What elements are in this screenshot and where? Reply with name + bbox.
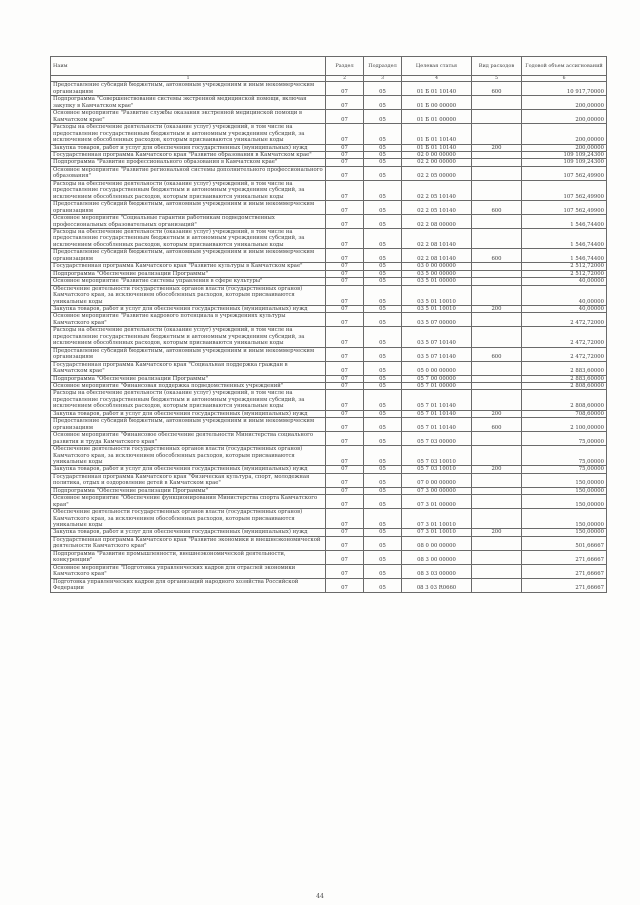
row-subsection: 05 xyxy=(364,82,402,96)
table-row xyxy=(51,180,607,200)
row-subsection: 05 xyxy=(364,305,402,312)
row-expense-type xyxy=(472,110,522,124)
table-row xyxy=(51,536,607,550)
row-subsection: 05 xyxy=(364,347,402,361)
row-expense-type xyxy=(472,361,522,375)
row-amount: 40,00000 xyxy=(522,278,607,285)
row-name: Обеспечение деятельности государственных органов власти (государственных органов) Камчатского края, за исключением обособленных расходов, которым присваиваются уникальные коды xyxy=(51,509,326,529)
table-row xyxy=(51,446,607,466)
row-amount: 200,00000 xyxy=(522,144,607,151)
row-expense-type: 600 xyxy=(472,249,522,263)
table-row xyxy=(51,375,607,382)
row-target: 01 Б 01 10140 xyxy=(402,124,472,144)
row-section: 07 xyxy=(326,550,364,564)
row-amount: 150,00000 xyxy=(522,509,607,529)
row-amount: 75,00000 xyxy=(522,466,607,473)
row-amount: 2 472,72000 xyxy=(522,327,607,347)
row-expense-type xyxy=(472,509,522,529)
row-expense-type xyxy=(472,446,522,466)
row-section: 07 xyxy=(326,466,364,473)
row-expense-type xyxy=(472,432,522,446)
row-subsection: 05 xyxy=(364,144,402,151)
row-name: Закупка товаров, работ и услуг для обеспечения государственных (муниципальных) нужд xyxy=(51,144,326,151)
row-expense-type xyxy=(472,263,522,270)
table-row xyxy=(51,96,607,110)
row-subsection: 05 xyxy=(364,361,402,375)
row-name: Государственная программа Камчатского края "Развитие культуры в Камчатском крае" xyxy=(51,263,326,270)
row-name: Предоставление субсидий бюджетным, автономным учреждениям и иным некоммерческим организациям xyxy=(51,201,326,215)
row-section: 07 xyxy=(326,313,364,327)
table-row xyxy=(51,466,607,473)
row-target: 03 5 01 10010 xyxy=(402,285,472,305)
table-row xyxy=(51,305,607,312)
row-expense-type xyxy=(472,495,522,509)
row-amount: 40,00000 xyxy=(522,285,607,305)
row-name: Основное мероприятие "Финансовое обеспечение деятельности Министерства социального развития и труда Камчатского края" xyxy=(51,432,326,446)
row-target: 03 5 07 00000 xyxy=(402,313,472,327)
row-subsection: 05 xyxy=(364,473,402,487)
row-target: 05 7 01 10140 xyxy=(402,390,472,410)
row-subsection: 05 xyxy=(364,466,402,473)
table-row xyxy=(51,487,607,494)
row-target: 07 0 00 00000 xyxy=(402,473,472,487)
row-target: 02 2 05 10140 xyxy=(402,201,472,215)
row-target: 08 3 03 R0660 xyxy=(402,578,472,592)
row-expense-type xyxy=(472,564,522,578)
column-number: 2 xyxy=(326,76,364,82)
row-target: 03 5 07 10140 xyxy=(402,347,472,361)
row-target: 01 Б 00 00000 xyxy=(402,96,472,110)
table-row xyxy=(51,229,607,249)
row-name: Предоставление субсидий бюджетным, автономным учреждениям и иным некоммерческим организациям xyxy=(51,418,326,432)
table-row xyxy=(51,159,607,166)
row-target: 02 2 05 00000 xyxy=(402,166,472,180)
row-amount: 2 808,60000 xyxy=(522,382,607,389)
row-expense-type xyxy=(472,536,522,550)
row-name: Расходы на обеспечение деятельности (оказание услуг) учреждений, в том числе на предоставление государственным бюджетным и автономным учреждениям субсидий, за исключением обособленных расходов, которым присваиваются уникальные коды xyxy=(51,327,326,347)
table-row xyxy=(51,327,607,347)
row-target: 08 3 03 00000 xyxy=(402,564,472,578)
row-expense-type xyxy=(472,285,522,305)
row-expense-type: 600 xyxy=(472,82,522,96)
row-expense-type xyxy=(472,390,522,410)
row-section: 07 xyxy=(326,166,364,180)
row-subsection: 05 xyxy=(364,229,402,249)
table-row xyxy=(51,313,607,327)
row-expense-type xyxy=(472,124,522,144)
row-expense-type: 200 xyxy=(472,305,522,312)
row-expense-type: 200 xyxy=(472,144,522,151)
table-row xyxy=(51,495,607,509)
row-expense-type xyxy=(472,382,522,389)
row-section: 07 xyxy=(326,305,364,312)
row-target: 07 3 01 10010 xyxy=(402,529,472,536)
row-expense-type xyxy=(472,278,522,285)
row-name: Закупка товаров, работ и услуг для обеспечения государственных (муниципальных) нужд xyxy=(51,466,326,473)
row-amount: 1 546,74400 xyxy=(522,215,607,229)
row-section: 07 xyxy=(326,410,364,417)
row-section: 07 xyxy=(326,152,364,159)
row-expense-type xyxy=(472,152,522,159)
row-amount: 150,00000 xyxy=(522,495,607,509)
row-subsection: 05 xyxy=(364,418,402,432)
row-expense-type xyxy=(472,159,522,166)
row-section: 07 xyxy=(326,201,364,215)
row-name: Основное мероприятие "Развитие региональной системы дополнительного профессионального образования" xyxy=(51,166,326,180)
table-row xyxy=(51,578,607,592)
row-expense-type xyxy=(472,215,522,229)
column-number: 4 xyxy=(402,76,472,82)
row-subsection: 05 xyxy=(364,270,402,277)
row-subsection: 05 xyxy=(364,327,402,347)
row-amount: 2 883,60000 xyxy=(522,375,607,382)
table-row xyxy=(51,529,607,536)
table-row xyxy=(51,215,607,229)
row-section: 07 xyxy=(326,564,364,578)
row-amount: 75,00000 xyxy=(522,446,607,466)
row-name: Основное мероприятие "Социальные гарантии работникам подведомственных профессиональных образовательных организаций" xyxy=(51,215,326,229)
table-row xyxy=(51,201,607,215)
row-section: 07 xyxy=(326,270,364,277)
row-name: Государственная программа Камчатского края "Развитие образования в Камчатском крае" xyxy=(51,152,326,159)
row-subsection: 05 xyxy=(364,509,402,529)
row-section: 07 xyxy=(326,375,364,382)
row-name: Предоставление субсидий бюджетным, автономным учреждениям и иным некоммерческим организациям xyxy=(51,347,326,361)
row-target: 03 5 01 00000 xyxy=(402,278,472,285)
row-name: Основное мероприятие "Обеспечение функционирования Министерства спорта Камчатского края" xyxy=(51,495,326,509)
row-subsection: 05 xyxy=(364,550,402,564)
row-amount: 150,00000 xyxy=(522,487,607,494)
table-header-row xyxy=(51,57,607,76)
row-subsection: 05 xyxy=(364,536,402,550)
row-section: 07 xyxy=(326,159,364,166)
row-amount: 109 109,24300 xyxy=(522,152,607,159)
table-row xyxy=(51,110,607,124)
row-target: 02 2 08 10140 xyxy=(402,229,472,249)
row-subsection: 05 xyxy=(364,382,402,389)
table-row xyxy=(51,410,607,417)
row-subsection: 05 xyxy=(364,152,402,159)
page-number: 44 xyxy=(316,893,324,900)
row-section: 07 xyxy=(326,361,364,375)
row-section: 07 xyxy=(326,578,364,592)
row-subsection: 05 xyxy=(364,180,402,200)
column-number: 1 xyxy=(51,76,326,82)
row-target: 07 3 00 00000 xyxy=(402,487,472,494)
row-amount: 150,00000 xyxy=(522,529,607,536)
row-expense-type xyxy=(472,229,522,249)
row-name: Основное мероприятие "Развитие системы управления в сфере культуры" xyxy=(51,278,326,285)
row-section: 07 xyxy=(326,347,364,361)
table-row xyxy=(51,82,607,96)
row-name: Основное мероприятие "Подготовка управленческих кадров для отраслей экономики Камчатского края" xyxy=(51,564,326,578)
row-expense-type: 600 xyxy=(472,418,522,432)
row-amount: 75,00000 xyxy=(522,432,607,446)
row-name: Закупка товаров, работ и услуг для обеспечения государственных (муниципальных) нужд xyxy=(51,410,326,417)
row-amount: 107 562,49900 xyxy=(522,166,607,180)
row-subsection: 05 xyxy=(364,390,402,410)
header-subsection: Подраздел xyxy=(364,57,402,76)
header-name: Наим xyxy=(51,57,326,76)
row-target: 03 5 01 10010 xyxy=(402,305,472,312)
row-subsection: 05 xyxy=(364,495,402,509)
row-name: Основное мероприятие "Развитие службы оказания экстренной медицинской помощи в Камчатском крае" xyxy=(51,110,326,124)
row-expense-type xyxy=(472,550,522,564)
row-subsection: 05 xyxy=(364,375,402,382)
row-section: 07 xyxy=(326,487,364,494)
row-amount: 2 472,72000 xyxy=(522,347,607,361)
table-row xyxy=(51,152,607,159)
row-amount: 501,66667 xyxy=(522,536,607,550)
row-target: 03 5 07 10140 xyxy=(402,327,472,347)
row-amount: 1 546,74400 xyxy=(522,229,607,249)
row-subsection: 05 xyxy=(364,278,402,285)
row-amount: 271,66667 xyxy=(522,578,607,592)
row-amount: 200,00000 xyxy=(522,124,607,144)
row-subsection: 05 xyxy=(364,432,402,446)
row-target: 03 5 00 00000 xyxy=(402,270,472,277)
row-name: Государственная программа Камчатского края "Социальная поддержка граждан в Камчатском крае" xyxy=(51,361,326,375)
row-name: Подпрограмма "Развитие профессионального образования в Камчатском крае" xyxy=(51,159,326,166)
row-section: 07 xyxy=(326,327,364,347)
row-name: Государственная программа Камчатского края "Развитие экономики и внешнеэкономической деятельности Камчатского края" xyxy=(51,536,326,550)
table-row xyxy=(51,263,607,270)
table-row xyxy=(51,278,607,285)
row-section: 07 xyxy=(326,536,364,550)
row-name: Закупка товаров, работ и услуг для обеспечения государственных (муниципальных) нужд xyxy=(51,305,326,312)
row-section: 07 xyxy=(326,96,364,110)
row-expense-type xyxy=(472,375,522,382)
row-amount: 2 512,72000 xyxy=(522,263,607,270)
row-section: 07 xyxy=(326,446,364,466)
row-section: 07 xyxy=(326,418,364,432)
header-target: Целевая статья xyxy=(402,57,472,76)
row-expense-type xyxy=(472,578,522,592)
row-amount: 271,66667 xyxy=(522,550,607,564)
row-amount: 40,00000 xyxy=(522,305,607,312)
row-expense-type xyxy=(472,487,522,494)
row-subsection: 05 xyxy=(364,263,402,270)
table-row xyxy=(51,418,607,432)
row-amount: 10 917,70000 xyxy=(522,82,607,96)
row-expense-type: 200 xyxy=(472,529,522,536)
row-subsection: 05 xyxy=(364,215,402,229)
row-target: 05 0 00 00000 xyxy=(402,361,472,375)
row-name: Основное мероприятие "Развитие кадрового потенциала в учреждениях культуры Камчатского края" xyxy=(51,313,326,327)
row-expense-type xyxy=(472,473,522,487)
table-row xyxy=(51,347,607,361)
row-name: Расходы на обеспечение деятельности (оказание услуг) учреждений, в том числе на предоставление государственным бюджетным и автономным учреждениям субсидий, за исключением обособленных расходов, которым присваиваются уникальные коды xyxy=(51,229,326,249)
row-expense-type xyxy=(472,180,522,200)
row-section: 07 xyxy=(326,278,364,285)
row-target: 07 3 01 00000 xyxy=(402,495,472,509)
row-subsection: 05 xyxy=(364,110,402,124)
table-row xyxy=(51,285,607,305)
row-amount: 2 808,60000 xyxy=(522,390,607,410)
row-section: 07 xyxy=(326,509,364,529)
row-target: 05 7 03 00000 xyxy=(402,432,472,446)
row-section: 07 xyxy=(326,249,364,263)
row-section: 07 xyxy=(326,110,364,124)
row-name: Расходы на обеспечение деятельности (оказание услуг) учреждений, в том числе на предоставление государственным бюджетным и автономным учреждениям субсидий, за исключением обособленных расходов, которым присваиваются уникальные коды xyxy=(51,124,326,144)
row-subsection: 05 xyxy=(364,564,402,578)
header-amount: Годовой объем ассигнований xyxy=(522,57,607,76)
row-expense-type xyxy=(472,313,522,327)
row-target: 02 2 08 10140 xyxy=(402,249,472,263)
row-section: 07 xyxy=(326,124,364,144)
row-target: 08 3 00 00000 xyxy=(402,550,472,564)
header-section: Раздел xyxy=(326,57,364,76)
row-expense-type xyxy=(472,166,522,180)
row-amount: 107 562,49900 xyxy=(522,180,607,200)
row-subsection: 05 xyxy=(364,201,402,215)
row-amount: 2 100,00000 xyxy=(522,418,607,432)
row-target: 05 7 01 00000 xyxy=(402,382,472,389)
column-number: 3 xyxy=(364,76,402,82)
row-amount: 107 562,49900 xyxy=(522,201,607,215)
row-name: Предоставление субсидий бюджетным, автономным учреждениям и иным некоммерческим организациям xyxy=(51,82,326,96)
row-section: 07 xyxy=(326,529,364,536)
header-expense-type: Вид расходов xyxy=(472,57,522,76)
row-name: Подпрограмма "Обеспечение реализации Программы" xyxy=(51,375,326,382)
row-expense-type xyxy=(472,327,522,347)
row-target: 01 Б 01 10140 xyxy=(402,144,472,151)
row-subsection: 05 xyxy=(364,410,402,417)
row-amount: 1 546,74400 xyxy=(522,249,607,263)
row-amount: 200,00000 xyxy=(522,96,607,110)
row-name: Подпрограмма "Развитие промышленности, внешнеэкономической деятельности, конкуренции" xyxy=(51,550,326,564)
row-target: 05 7 01 10140 xyxy=(402,410,472,417)
row-target: 07 3 01 10010 xyxy=(402,509,472,529)
row-expense-type xyxy=(472,96,522,110)
budget-table xyxy=(50,56,607,593)
table-row xyxy=(51,432,607,446)
row-section: 07 xyxy=(326,285,364,305)
row-name: Государственная программа Камчатского края "Физическая культура, спорт, молодежная политика, отдых и оздоровление детей в Камчатском крае" xyxy=(51,473,326,487)
row-expense-type: 600 xyxy=(472,347,522,361)
row-target: 05 7 03 10010 xyxy=(402,446,472,466)
row-name: Подпрограмма "Обеспечение реализации Программы" xyxy=(51,487,326,494)
row-section: 07 xyxy=(326,82,364,96)
row-subsection: 05 xyxy=(364,159,402,166)
table-row xyxy=(51,509,607,529)
row-amount: 200,00000 xyxy=(522,110,607,124)
row-target: 05 7 03 10010 xyxy=(402,466,472,473)
row-section: 07 xyxy=(326,432,364,446)
column-number: 6 xyxy=(522,76,607,82)
row-subsection: 05 xyxy=(364,285,402,305)
row-target: 05 7 01 10140 xyxy=(402,418,472,432)
row-target: 02 2 08 00000 xyxy=(402,215,472,229)
row-section: 07 xyxy=(326,180,364,200)
row-name: Подпрограмма "Совершенствование системы экстренной медицинской помощи, включая закупку в Камчатском крае" xyxy=(51,96,326,110)
row-target: 01 Б 01 00000 xyxy=(402,110,472,124)
row-subsection: 05 xyxy=(364,124,402,144)
row-section: 07 xyxy=(326,495,364,509)
row-target: 03 0 00 00000 xyxy=(402,263,472,270)
row-section: 07 xyxy=(326,382,364,389)
row-target: 01 Б 01 10140 xyxy=(402,82,472,96)
row-subsection: 05 xyxy=(364,313,402,327)
row-target: 08 0 00 00000 xyxy=(402,536,472,550)
table-row xyxy=(51,382,607,389)
table-row xyxy=(51,390,607,410)
row-amount: 708,60000 xyxy=(522,410,607,417)
table-row xyxy=(51,144,607,151)
row-expense-type xyxy=(472,270,522,277)
row-name: Расходы на обеспечение деятельности (оказание услуг) учреждений, в том числе на предоставление государственным бюджетным и автономным учреждениям субсидий, за исключением обособленных расходов, которым присваиваются уникальные коды xyxy=(51,390,326,410)
column-number: 5 xyxy=(472,76,522,82)
row-target: 05 7 00 00000 xyxy=(402,375,472,382)
row-section: 07 xyxy=(326,229,364,249)
table-row xyxy=(51,249,607,263)
row-name: Обеспечение деятельности государственных органов власти (государственных органов) Камчатского края, за исключением обособленных расходов, которым присваиваются уникальные коды xyxy=(51,446,326,466)
row-target: 02 2 05 10140 xyxy=(402,180,472,200)
row-expense-type: 600 xyxy=(472,201,522,215)
row-subsection: 05 xyxy=(364,166,402,180)
row-amount: 150,00000 xyxy=(522,473,607,487)
row-name: Подпрограмма "Обеспечение реализации Программы" xyxy=(51,270,326,277)
row-expense-type: 200 xyxy=(472,466,522,473)
row-name: Предоставление субсидий бюджетным, автономным учреждениям и иным некоммерческим организациям xyxy=(51,249,326,263)
row-section: 07 xyxy=(326,263,364,270)
table-row xyxy=(51,166,607,180)
table-row xyxy=(51,361,607,375)
row-amount: 271,66667 xyxy=(522,564,607,578)
row-section: 07 xyxy=(326,215,364,229)
row-expense-type: 200 xyxy=(472,410,522,417)
row-subsection: 05 xyxy=(364,96,402,110)
table-row xyxy=(51,473,607,487)
row-subsection: 05 xyxy=(364,446,402,466)
row-amount: 2 472,72000 xyxy=(522,313,607,327)
row-name: Подготовка управленческих кадров для организаций народного хозяйства Российской Федерации xyxy=(51,578,326,592)
table-row xyxy=(51,564,607,578)
row-target: 02 2 00 00000 xyxy=(402,159,472,166)
table-row xyxy=(51,550,607,564)
row-subsection: 05 xyxy=(364,487,402,494)
row-section: 07 xyxy=(326,390,364,410)
row-section: 07 xyxy=(326,144,364,151)
table-row xyxy=(51,270,607,277)
row-section: 07 xyxy=(326,473,364,487)
row-subsection: 05 xyxy=(364,578,402,592)
row-amount: 109 109,24300 xyxy=(522,159,607,166)
row-target: 02 0 00 00000 xyxy=(402,152,472,159)
row-amount: 2 512,72000 xyxy=(522,270,607,277)
row-name: Основное мероприятие "Финансовая поддержка подведомственных учреждений" xyxy=(51,382,326,389)
row-name: Обеспечение деятельности государственных органов власти (государственных органов) Камчатского края, за исключением обособленных расходов, которым присваиваются уникальные коды xyxy=(51,285,326,305)
row-name: Закупка товаров, работ и услуг для обеспечения государственных (муниципальных) нужд xyxy=(51,529,326,536)
table-row xyxy=(51,124,607,144)
row-name: Расходы на обеспечение деятельности (оказание услуг) учреждений, в том числе на предоставление государственным бюджетным и автономным учреждениям субсидий, за исключением обособленных расходов, которым присваиваются уникальные коды xyxy=(51,180,326,200)
row-amount: 2 883,60000 xyxy=(522,361,607,375)
row-subsection: 05 xyxy=(364,249,402,263)
row-subsection: 05 xyxy=(364,529,402,536)
